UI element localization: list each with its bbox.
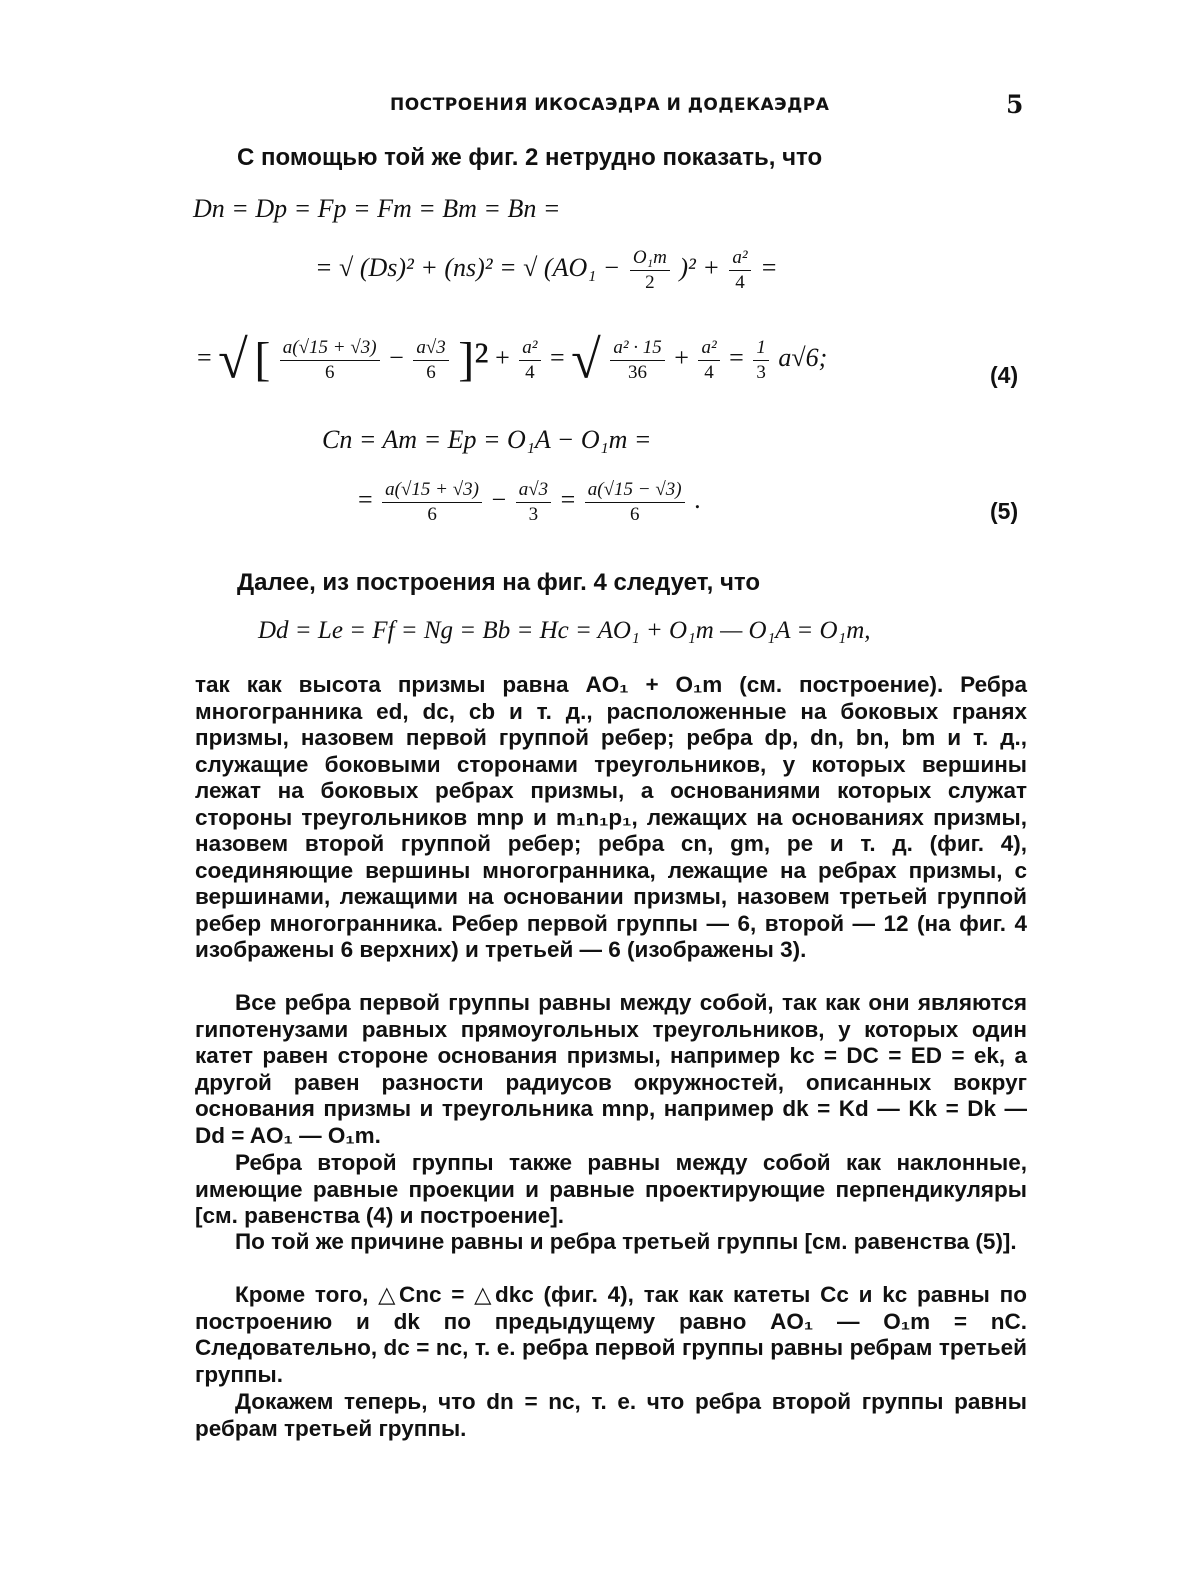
fraction-numerator: 1 bbox=[753, 336, 769, 361]
fraction-denominator: 3 bbox=[528, 503, 539, 525]
fraction-denominator: 2 bbox=[645, 271, 655, 293]
paragraph-1: так как высота призмы равна AO₁ + O₁m (см. построение). Ребра многогранника ed, dc, cb и т. д., расположенные на боковых гранях призмы, назовем первой группой ребер; ребра dp, dn, bn, bm и т. д., служащие боковыми сторонами треугольников, у которых вершины лежат на боковых ребрах призмы, а основаниями которых служат стороны треугольников mnp и m₁n₁p₁, лежащих на основаниях призмы, назовем второй группой ребер; ребра cn, gm, pe и т. д. (фиг. 4), соединяющие вершины многогранника, лежащие на ребрах призмы, с вершинами, лежащими на основании призмы, назовем третьей группой ребер многогранника. Ребер первой группы — 6, второй — 12 (на фиг. 4 изображены 6 верхних) и третьей — 6 (изображены 3). bbox=[195, 672, 1027, 962]
fraction-numerator: a² bbox=[729, 246, 750, 271]
equation-number-4: (4) bbox=[990, 362, 1019, 388]
paragraph-5: Кроме того, △Cnc = △dkc (фиг. 4), так как катеты Cc и kc равны по построению и dk по предыдущему равно AO₁ — O₁m = nC. Следовательно, dc = nc, т. е. ребра первой группы равны ребрам третьей группы. bbox=[195, 1282, 1027, 1387]
eq4-line2-fraction-2 bbox=[729, 246, 750, 295]
eq5-fraction-3 bbox=[585, 478, 685, 527]
fraction-denominator: 4 bbox=[525, 361, 535, 383]
radical-sign: √ bbox=[218, 329, 248, 390]
fraction-numerator: a(√15 − √3) bbox=[585, 478, 685, 503]
fraction-denominator: 6 bbox=[324, 361, 335, 383]
fraction-numerator: a√3 bbox=[413, 336, 448, 361]
paragraph-4: По той же причине равны и ребра третьей группы [см. равенства (5)]. bbox=[235, 1229, 1017, 1254]
eq4-line3-fraction-4 bbox=[610, 336, 664, 385]
eq4-line2-part-c: )² + bbox=[679, 253, 720, 283]
fraction-denominator: 4 bbox=[735, 271, 745, 293]
fraction-denominator: 6 bbox=[426, 361, 436, 383]
eq4-line2-part-a: = √ (Ds)² + (ns)² = √ bbox=[315, 253, 538, 283]
fraction-denominator: 6 bbox=[629, 503, 640, 525]
fraction-denominator: 4 bbox=[704, 361, 714, 383]
eq4-line3-fraction-3 bbox=[519, 336, 540, 385]
fraction-numerator: a² bbox=[698, 336, 719, 361]
fraction-denominator: 6 bbox=[427, 503, 437, 525]
second-intro-sentence: Далее, из построения на фиг. 4 следует, что bbox=[237, 569, 761, 596]
equation-5-line-1: Cn = Am = Ep = O₁A − O₁m = bbox=[322, 425, 652, 454]
page-number: 5 bbox=[1006, 90, 1024, 119]
equation-4-line-1: Dn = Dp = Fp = Fm = Bm = Bn = bbox=[193, 194, 561, 223]
equation-number-5: (5) bbox=[990, 498, 1019, 524]
fraction-numerator: a(√15 + √3) bbox=[382, 478, 482, 503]
eq4-line3-fraction-6 bbox=[753, 336, 769, 385]
eq4-line2-part-b: (AO₁ − bbox=[543, 253, 621, 283]
paragraph-3: Ребра второй группы также равны между собой как наклонные, имеющие равные проекции и равные проектирующие перпендикуляры [см. равенства (4) и построение]. bbox=[195, 1150, 1027, 1228]
equation-5-line-2: = $\frac{a(√15 + √3)}{6}$ − $\frac{a√3}{3}$ = $\frac{a(√15 - √3)}{6}$ . bbox=[358, 479, 701, 525]
equation-4-line-3: = √ [ $\frac{a(√15 + √3)}{6}$ − $\frac{a√3}{6}$ ]² + $\frac{\text{a²}}{4}$ = √ $\frac{\text{a² · 15}}{36}$ + $\frac{\text{a²}}{4}$ = $\frac{1}{3}$ a√6; bbox=[197, 329, 828, 390]
eq4-line3-fraction-2 bbox=[413, 336, 448, 385]
paragraph-6: Докажем теперь, что dn = nc, т. е. что ребра второй группы равны ребрам третьей группы. bbox=[195, 1389, 1027, 1441]
radical-sign-2: √ bbox=[571, 329, 601, 390]
equation-6: Dd = Le = Ff = Ng = Bb = Hc = AO₁ + O₁m — O₁A = O₁m, bbox=[258, 617, 871, 644]
fraction-numerator: a√3 bbox=[516, 478, 551, 503]
running-title: ПОСТРОЕНИЯ ИКОСАЭДРА И ДОДЕКАЭДРА bbox=[390, 95, 830, 115]
eq4-line2-part-d: = bbox=[760, 253, 778, 283]
eq4-line3-fraction-1 bbox=[280, 336, 380, 385]
eq4-line2-fraction bbox=[630, 246, 670, 295]
fraction-numerator: O₁m bbox=[630, 246, 670, 271]
fraction-denominator: 3 bbox=[756, 361, 766, 383]
eq4-line3-fraction-5 bbox=[698, 336, 719, 385]
eq4-line3-tail: a√6; bbox=[778, 343, 828, 373]
fraction-denominator: 36 bbox=[628, 361, 648, 383]
paragraph-2: Все ребра первой группы равны между собой, так как они являются гипотенузами равных прямоугольных треугольников, у которых один катет равен стороне основания призмы, например kc = DC = ED = ek, а другой равен разности радиусов окружностей, описанных вокруг основания призмы и треугольника mnp, например dk = Kd — Kk = Dk — Dd = AO₁ — O₁m. bbox=[195, 990, 1027, 1148]
fraction-numerator: a² · 15 bbox=[610, 336, 664, 361]
fraction-numerator: a² bbox=[519, 336, 540, 361]
eq5-fraction-2 bbox=[516, 478, 551, 527]
intro-sentence: С помощью той же фиг. 2 нетрудно показать, что bbox=[237, 144, 823, 171]
eq5-fraction-1 bbox=[382, 478, 482, 527]
fraction-numerator: a(√15 + √3) bbox=[280, 336, 380, 361]
equation-4-line-2 bbox=[315, 246, 778, 295]
